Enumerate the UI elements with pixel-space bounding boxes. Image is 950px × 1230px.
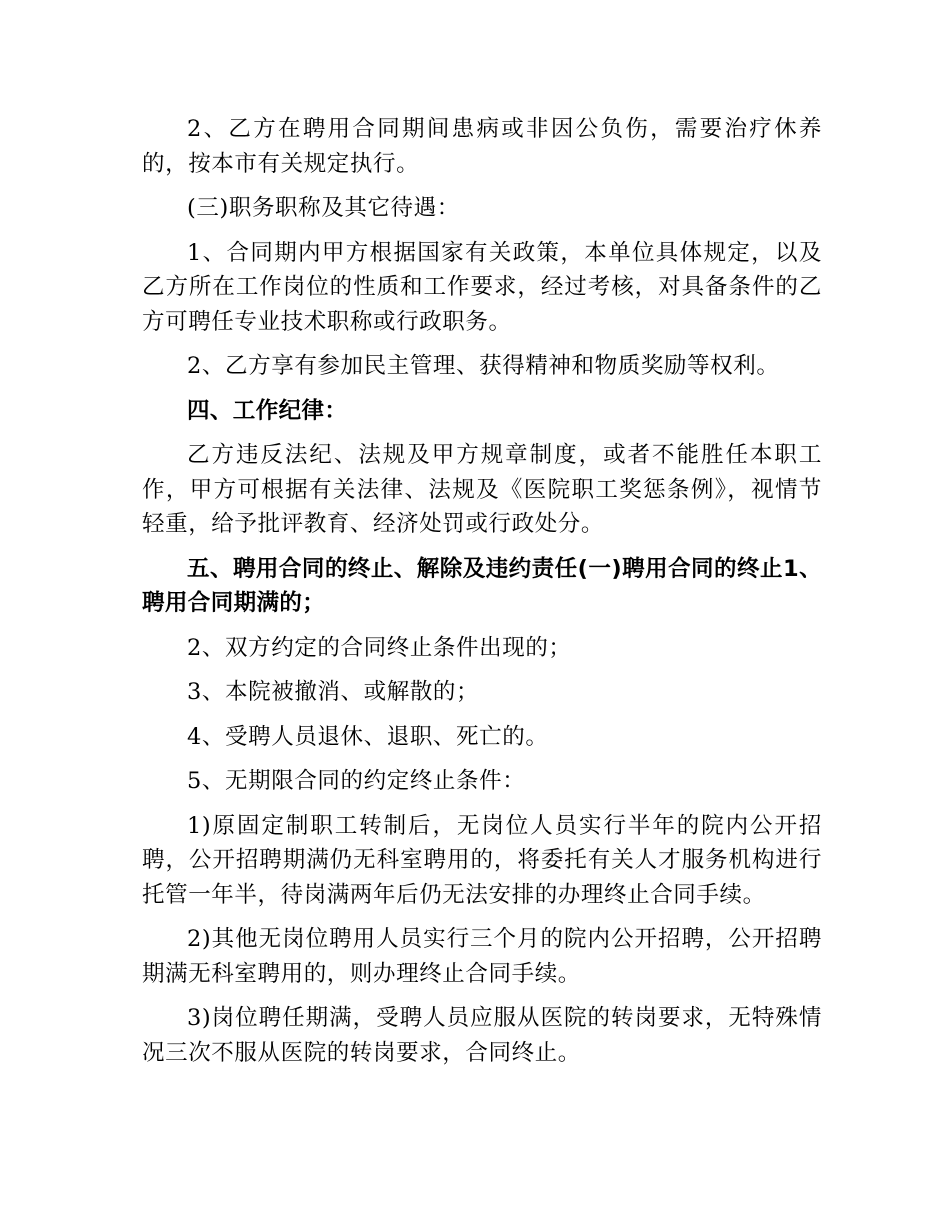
section-heading-termination: 五、聘用合同的终止、解除及违约责任(一)聘用合同的终止1、聘用合同期满的； [142, 555, 822, 616]
paragraph-termination-condition: 2、双方约定的合同终止条件出现的； [187, 634, 572, 661]
paragraph-title-appointment: 1、合同期内甲方根据国家有关政策，本单位具体规定，以及乙方所在工作岗位的性质和工作要求，经过考核，对具备条件的乙方可聘任专业技术职称或行政职务。 [142, 239, 822, 335]
section-heading-discipline: 四、工作纪律： [187, 397, 348, 424]
paragraph-retirement: 4、受聘人员退休、退职、死亡的。 [187, 723, 549, 750]
paragraph-rights: 2、乙方享有参加民主管理、获得精神和物质奖励等权利。 [187, 353, 780, 379]
paragraph-transfer: 3)岗位聘任期满，受聘人员应服从医院的转岗要求，无特殊情况三次不服从医院的转岗要求，合同终止。 [142, 1005, 822, 1066]
paragraph-title-benefits: (三)职务职称及其它待遇： [187, 195, 460, 221]
paragraph-indefinite-contract: 5、无期限合同的约定终止条件： [187, 768, 526, 794]
paragraph-sick-leave: 2、乙方在聘用合同期间患病或非因公负伤，需要治疗休养的，按本市有关规定执行。 [142, 116, 822, 177]
paragraph-other-staff: 2)其他无岗位聘用人员实行三个月的院内公开招聘，公开招聘期满无科室聘用的，则办理终止合同手续。 [142, 926, 822, 987]
paragraph-dissolution: 3、本院被撤消、或解散的； [187, 679, 480, 705]
paragraph-transition-staff: 1)原固定制职工转制后，无岗位人员实行半年的院内公开招聘，公开招聘期满仍无科室聘用的，将委托有关人才服务机构进行托管一年半，待岗满两年后仍无法安排的办理终止合同手续。 [142, 812, 822, 908]
document-body [142, 112, 822, 1080]
paragraph-discipline: 乙方违反法纪、法规及甲方规章制度，或者不能胜任本职工作，甲方可根据有关法律、法规及《医院职工奖惩条例》，视情节轻重，给予批评教育、经济处罚或行政处分。 [142, 442, 822, 537]
